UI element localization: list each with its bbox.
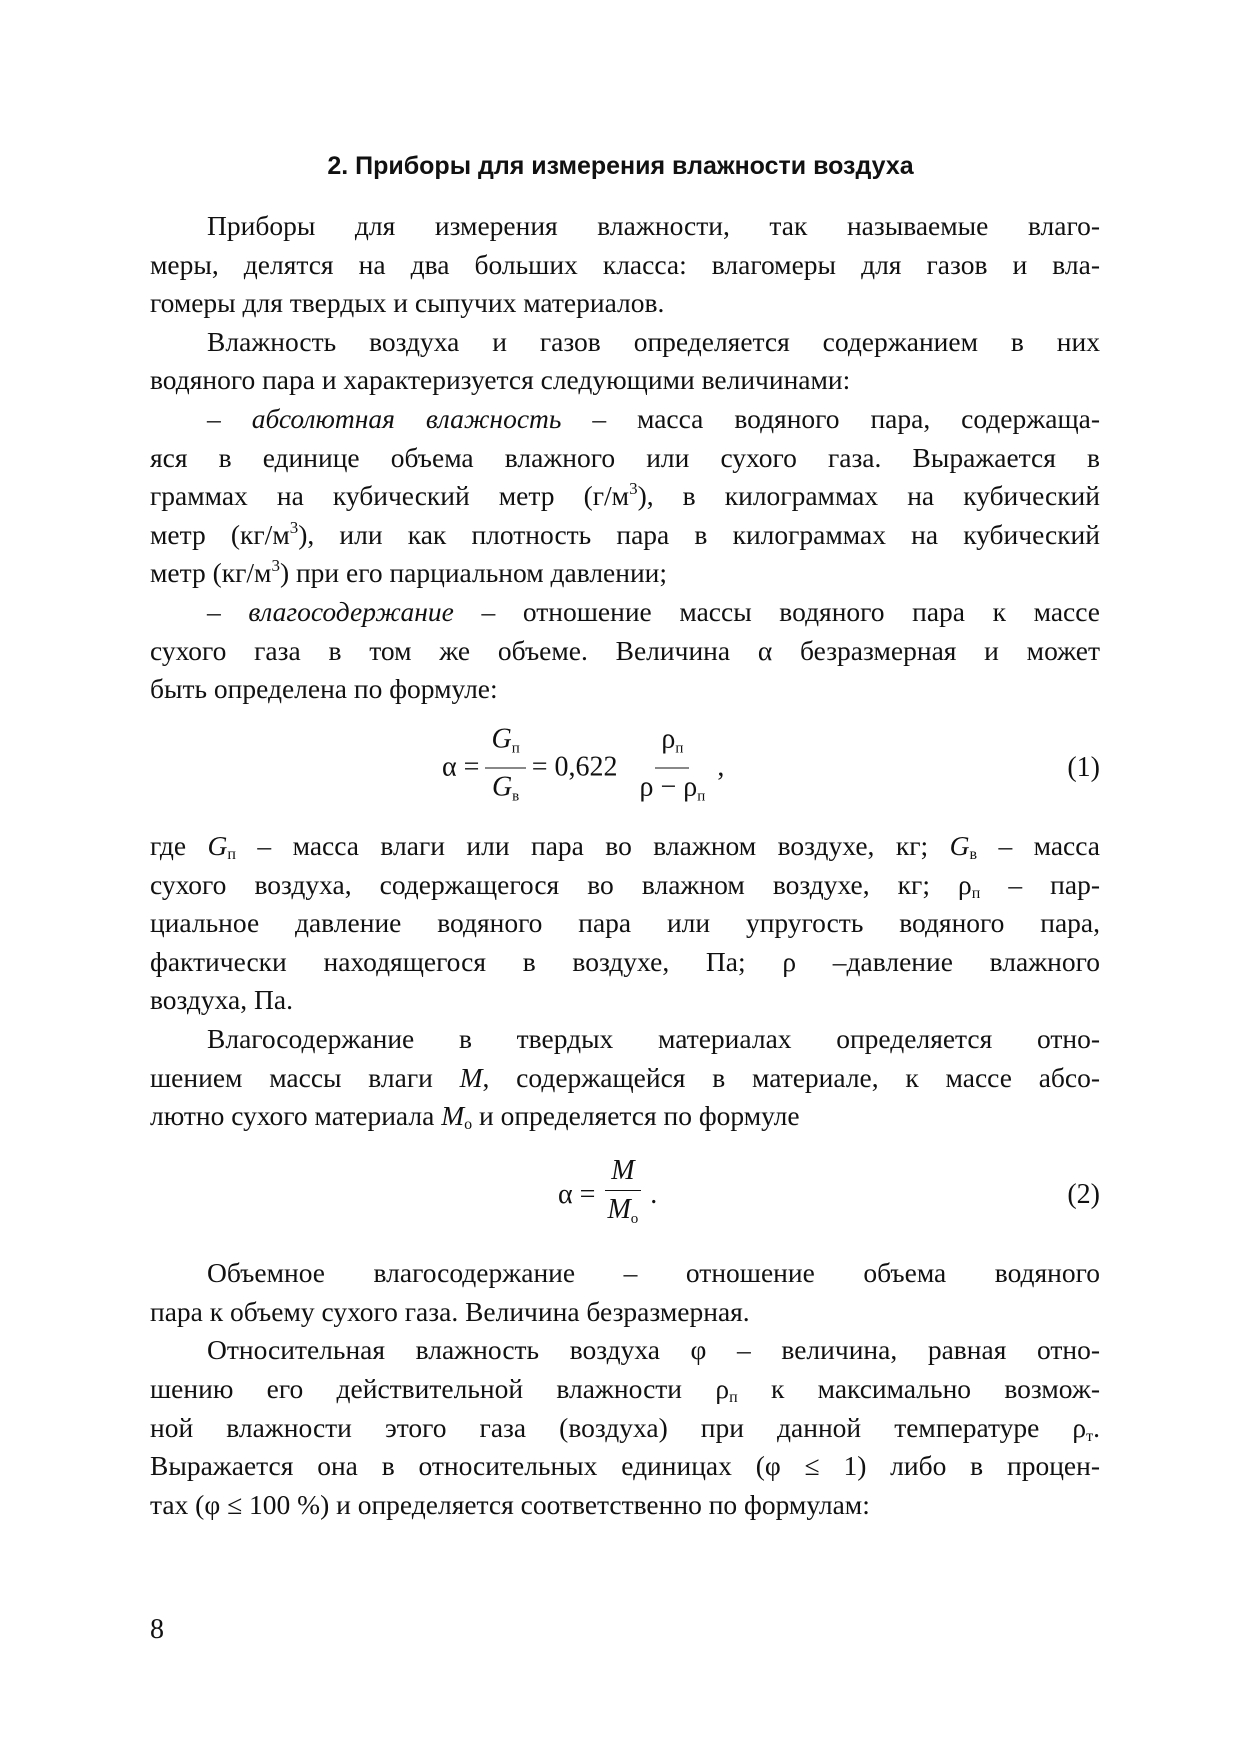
subscript: п xyxy=(729,1389,738,1407)
text-line xyxy=(150,477,1100,516)
text: – пар- xyxy=(980,868,1100,900)
paragraph xyxy=(150,1254,1100,1331)
text-line xyxy=(150,400,1100,439)
text: шению его действительной влажности ρ xyxy=(150,1373,730,1405)
paragraph xyxy=(150,1020,1100,1136)
subscript: п xyxy=(971,884,981,902)
paragraph xyxy=(150,827,1100,1020)
fraction xyxy=(601,1156,644,1234)
text: и определяется по формуле xyxy=(472,1100,800,1132)
text-line xyxy=(150,904,1100,943)
text-line xyxy=(150,516,1100,555)
subscript: о xyxy=(464,1116,473,1134)
paragraph xyxy=(150,207,1100,323)
text-line xyxy=(150,593,1100,632)
subscript: о xyxy=(630,1211,639,1228)
text: пара к объему сухого газа. Величина безразмерная. xyxy=(150,1295,750,1327)
formula-1 xyxy=(150,709,1100,827)
text: водяного пара и характеризуется следующими величинами: xyxy=(150,364,851,396)
superscript: 3 xyxy=(271,556,280,576)
text: тах (φ ≤ 100 %) и определяется соответственно по формулам: xyxy=(150,1488,870,1520)
document-body xyxy=(150,207,1100,1524)
italic-term: влагосодержание xyxy=(248,595,454,627)
text: фактически находящегося в воздухе, Па; ρ –давление влажного xyxy=(150,945,1100,977)
text: – xyxy=(207,595,249,627)
text: сухого воздуха, содержащегося во влажном воздухе, кг; ρ xyxy=(150,868,972,900)
italic-term: G xyxy=(207,830,228,862)
text: – масса водяного пара, содержаща- xyxy=(561,402,1100,434)
text-line xyxy=(150,1409,1100,1448)
italic-term: M xyxy=(441,1100,465,1132)
text-line xyxy=(150,1486,1100,1525)
text-line xyxy=(150,1020,1100,1059)
subscript: п xyxy=(675,740,684,757)
italic-term: G xyxy=(949,830,970,862)
text: Относительная влажность воздуха φ – величина, равная отно- xyxy=(207,1334,1100,1366)
formula-2 xyxy=(150,1136,1100,1254)
subscript: п xyxy=(227,846,236,864)
text-line xyxy=(150,207,1100,246)
text: лютно сухого материала xyxy=(150,1100,442,1132)
text: граммах на кубический метр (г/м xyxy=(150,480,630,512)
superscript: 3 xyxy=(289,517,299,537)
text: метр (кг/м xyxy=(150,557,272,589)
numerator: G xyxy=(491,723,512,755)
text: – масса xyxy=(977,830,1100,862)
denominator: M xyxy=(607,1194,631,1226)
text-line xyxy=(150,361,1100,400)
formula-punct: , xyxy=(717,751,725,783)
text-line xyxy=(150,981,1100,1020)
text: – масса влаги или пара во влажном воздухе, кг; xyxy=(235,830,950,862)
formula-lhs: α = xyxy=(442,751,480,783)
fraction xyxy=(634,724,712,811)
text-line xyxy=(150,1293,1100,1332)
formula-punct: . xyxy=(650,1179,658,1211)
numerator: ρ xyxy=(661,723,676,755)
formula-lhs: α = xyxy=(558,1179,596,1211)
text-line xyxy=(150,1097,1100,1136)
page-number: 8 xyxy=(150,1614,164,1645)
subscript: в xyxy=(512,788,520,805)
text-line xyxy=(150,1331,1100,1370)
section-title: 2. Приборы для измерения влажности воздуха xyxy=(327,152,914,180)
paragraph xyxy=(150,400,1100,593)
fraction xyxy=(485,724,525,811)
text: к максимально возмож- xyxy=(737,1373,1100,1405)
text: ) при его парциальном давлении; xyxy=(279,557,668,589)
text: яся в единице объема влажного или сухого газа. Выражается в xyxy=(150,441,1100,473)
numerator: M xyxy=(611,1155,635,1187)
text: циальное давление водяного пара или упругость водяного пара, xyxy=(150,907,1100,939)
text: – отношение массы водяного пара к массе xyxy=(453,595,1100,627)
text-line xyxy=(150,1254,1100,1293)
subscript: п xyxy=(697,788,706,805)
text: быть определена по формуле: xyxy=(150,673,498,705)
text: Влагосодержание в твердых материалах определяется отно- xyxy=(207,1023,1100,1055)
text-line xyxy=(150,246,1100,285)
text: где xyxy=(150,830,208,862)
text-line xyxy=(150,439,1100,478)
formula-number: (1) xyxy=(1067,751,1100,783)
text: шением массы влаги xyxy=(150,1061,460,1093)
text: метр (кг/м xyxy=(150,518,290,550)
text-line xyxy=(150,632,1100,671)
text: Влажность воздуха и газов определяется содержанием в них xyxy=(207,325,1100,357)
denominator: ρ − ρ xyxy=(639,771,698,803)
italic-term: абсолютная влажность xyxy=(251,402,562,434)
text-line xyxy=(150,1447,1100,1486)
text: сухого газа в том же объеме. Величина α безразмерная и может xyxy=(150,634,1100,666)
text: , содержащейся в материале, к массе абсо- xyxy=(482,1061,1100,1093)
text-line xyxy=(150,554,1100,593)
text: Приборы для измерения влажности, так называемые влаго- xyxy=(207,210,1100,241)
text: ной влажности этого газа (воздуха) при данной температуре ρ xyxy=(150,1411,1087,1443)
formula-coefficient: = 0,622 xyxy=(531,751,618,783)
formula-number: (2) xyxy=(1067,1179,1100,1211)
text: Выражается она в относительных единицах (φ ≤ 1) либо в процен- xyxy=(150,1450,1100,1482)
text-line xyxy=(150,284,1100,323)
text: гомеры для твердых и сыпучих материалов. xyxy=(150,287,665,319)
italic-term: M xyxy=(459,1061,483,1093)
subscript: т xyxy=(1086,1427,1094,1445)
text-line xyxy=(150,866,1100,905)
text: Объемное влагосодержание – отношение объема водяного xyxy=(207,1257,1100,1289)
text: воздуха, Па. xyxy=(150,984,293,1016)
text-line xyxy=(150,323,1100,362)
text: ), или как плотность пара в килограммах на кубический xyxy=(298,518,1100,550)
text-line xyxy=(150,943,1100,982)
text-line xyxy=(150,827,1100,866)
text: . xyxy=(1093,1411,1100,1443)
text-line xyxy=(150,1370,1100,1409)
denominator: G xyxy=(491,771,513,803)
text-line xyxy=(150,670,1100,709)
paragraph xyxy=(150,323,1100,400)
text: – xyxy=(207,402,252,434)
text: меры, делятся на два больших класса: влагомеры для газов и вла- xyxy=(150,248,1100,280)
subscript: в xyxy=(969,846,978,864)
paragraph xyxy=(150,593,1100,709)
text-line xyxy=(150,1059,1100,1098)
paragraph xyxy=(150,1331,1100,1524)
superscript: 3 xyxy=(629,479,638,499)
text: ), в килограммах на кубический xyxy=(637,480,1100,512)
subscript: п xyxy=(511,740,520,757)
